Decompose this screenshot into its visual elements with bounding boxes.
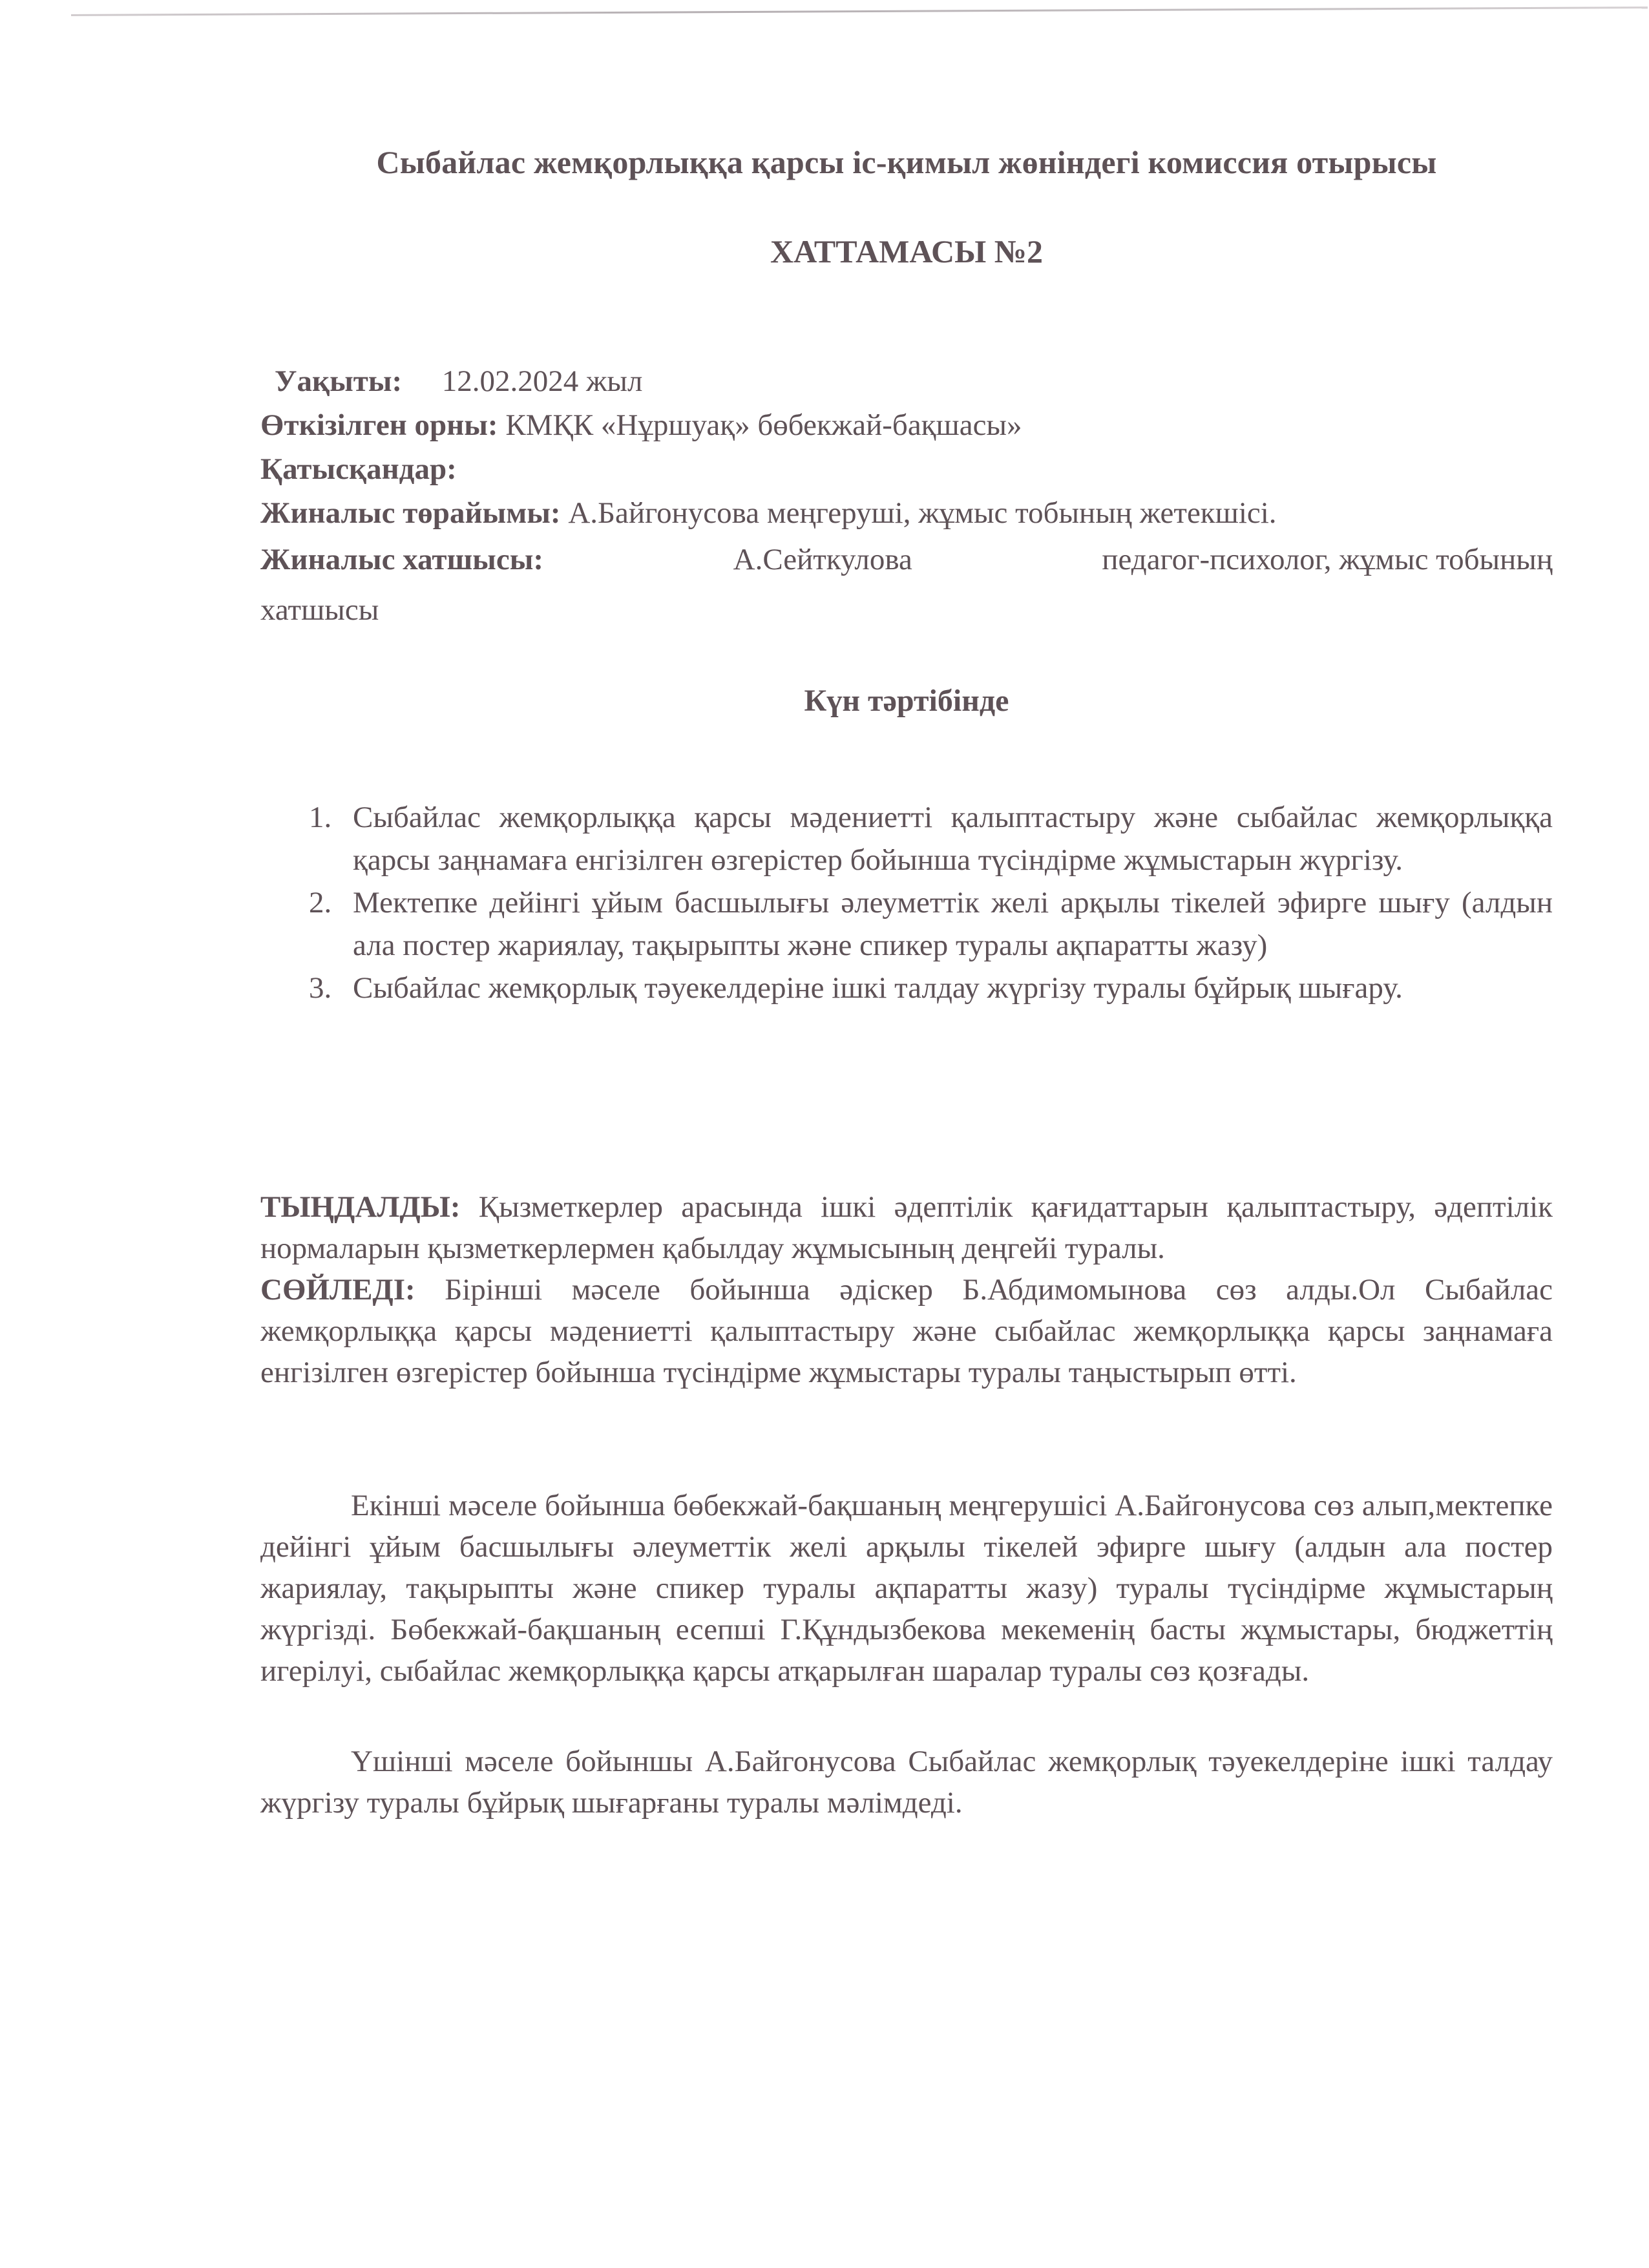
agenda-title: Күн тәртібінде — [804, 684, 1009, 718]
secretary-label: Жиналыс хатшысы: — [260, 543, 544, 576]
heard-label: ТЫҢДАЛДЫ: — [260, 1190, 461, 1224]
heard-section — [260, 1186, 1553, 1393]
agenda-item-text: Мектепке дейінгі ұйым басшылығы әлеуметтік желі арқылы тікелей эфирге шығу (алдын ала постер жариялау, тақырыпты және спикер туралы ақпаратты жазу) — [353, 886, 1553, 962]
agenda-item-text: Сыбайлас жемқорлыққа қарсы мәдениетті қалыптастыру және сыбайлас жемқорлыққа қарсы заңнамаға енгізілген өзгерістер бойынша түсіндірме жұмыстарын жүргізу. — [353, 801, 1553, 877]
secretary-role: педагог-психолог, жұмыс тобының — [1102, 543, 1553, 576]
meta-secretary-cont — [260, 591, 1553, 629]
meta-time — [275, 362, 1567, 401]
secretary-name: А.Сейткулова — [733, 543, 912, 576]
document-title: Сыбайлас жемқорлыққа қарсы іс-қимыл жөніндегі комиссия отырысы — [376, 144, 1437, 180]
meta-venue — [260, 406, 1553, 445]
time-label: Уақыты: — [275, 364, 403, 398]
agenda-item — [309, 967, 1553, 1009]
venue-label: Өткізілген орны: — [260, 408, 498, 442]
chair-value: А.Байгонусова меңгеруші, жұмыс тобының жетекшісі. — [568, 496, 1277, 530]
spoke-label: СӨЙЛЕДІ: — [260, 1273, 415, 1307]
scan-edge-line — [71, 6, 1648, 16]
meta-participants — [260, 450, 1553, 488]
agenda-item — [309, 881, 1553, 967]
secretary-role-cont: хатшысы — [260, 593, 379, 627]
meta-secretary — [260, 540, 1553, 579]
paragraph-second-issue: Екінші мәселе бойынша бөбекжай-бақшаның меңгерушісі А.Байгонусова сөз алып,мектепке дейінгі ұйым басшылығы әлеуметтік желі арқылы тікелей эфирге шығу (алдын ала постер жариялау, тақырыпты және спикер туралы ақпаратты жазу) туралы түсіндірме жұмыстарың жүргізді. Бөбекжай-бақшаның есепші Г.Құндызбекова мекеменің басты жұмыстары, бюджеттің игерілуі, сыбайлас жемқорлыққа қарсы атқарылған шаралар туралы сөз қозғады. — [260, 1489, 1553, 1688]
agenda-list — [309, 796, 1553, 1009]
spoke-text: Бірінші мәселе бойынша әдіскер Б.Абдимомынова сөз алды.Ол Сыбайлас жемқорлыққа қарсы мәдениетті қалыптастыру және сыбайлас жемқорлыққа қарсы заңнамаға енгізілген өзгерістер бойынша түсіндірме жұмыстары туралы таңыстырып өтті. — [260, 1273, 1553, 1389]
agenda-item-number: 1. — [309, 801, 332, 834]
heard-text: Қызметкерлер арасында ішкі әдептілік қағидаттарын қалыптастыру, әдептілік нормаларын қызметкерлермен қабылдау жұмысының деңгейі туралы. — [260, 1190, 1553, 1265]
agenda-item-number: 3. — [309, 971, 332, 1005]
agenda-item — [309, 796, 1553, 881]
agenda-item-text: Сыбайлас жемқорлық тәуекелдеріне ішкі талдау жүргізу туралы бұйрық шығару. — [353, 971, 1403, 1005]
meta-chair — [260, 494, 1553, 532]
participants-label: Қатысқандар: — [260, 452, 457, 486]
paragraph-third-issue: Үшінші мәселе бойыншы А.Байгонусова Сыбайлас жемқорлық тәуекелдеріне ішкі талдау жүргізу туралы бұйрық шығарғаны туралы мәлімдеді. — [260, 1745, 1553, 1820]
time-value: 12.02.2024 жыл — [441, 364, 643, 398]
protocol-number: ХАТТАМАСЫ №2 — [770, 233, 1043, 269]
agenda-item-number: 2. — [309, 886, 332, 919]
chair-label: Жиналыс төрайымы: — [260, 496, 561, 530]
venue-value: КМҚК «Нұршуақ» бөбекжай-бақшасы» — [505, 408, 1022, 442]
